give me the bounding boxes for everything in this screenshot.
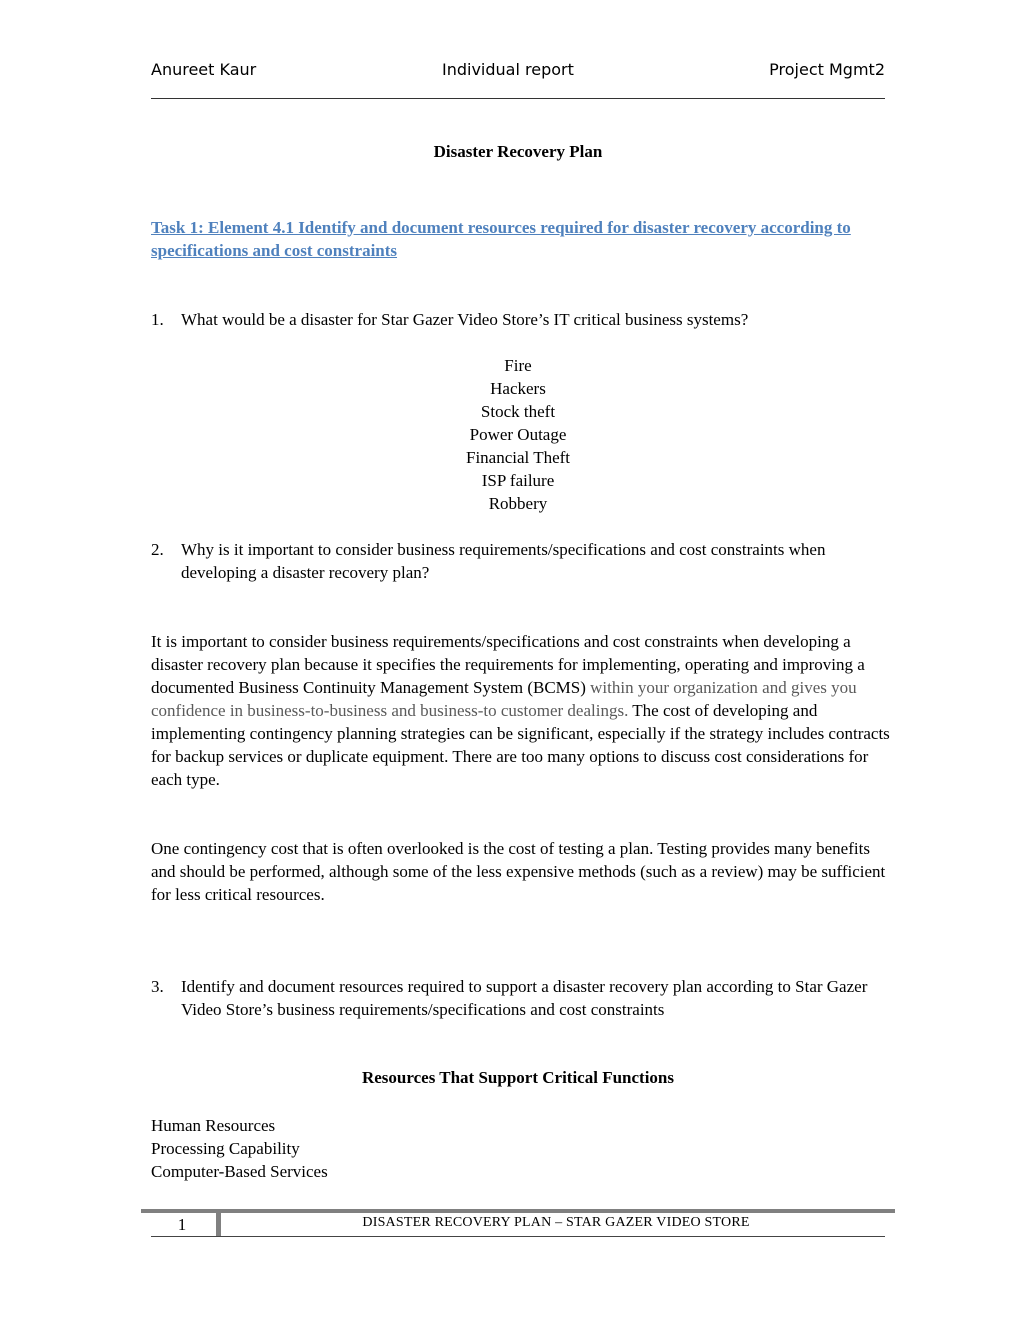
answer-2-paragraph-1 [151, 630, 891, 791]
answer-2-quoted-text: within your organization and gives you confidence in business-to-business and business-to customer dealings. [151, 678, 857, 720]
task-heading: Task 1: Element 4.1 Identify and document resources required for disaster recovery according to specifications and cost constraints [151, 218, 851, 260]
question-3-number: 3. [151, 977, 164, 996]
disaster-list [151, 354, 885, 515]
header-course: Project Mgmt2 [769, 60, 885, 79]
footer-page-number: 1 [177, 1215, 187, 1234]
header-author: Anureet Kaur [151, 60, 257, 79]
question-1 [151, 308, 891, 331]
resource-item: Human Resources [151, 1116, 276, 1135]
disaster-item: Hackers [490, 379, 546, 398]
disaster-item: Financial Theft [465, 448, 571, 467]
footer-title: DISASTER RECOVERY PLAN – STAR GAZER VIDEO STORE [362, 1215, 750, 1230]
disaster-item: Fire [504, 356, 532, 375]
resource-item: Processing Capability [151, 1139, 300, 1158]
footer-top-bar [141, 1209, 895, 1213]
disaster-item: Power Outage [469, 425, 567, 444]
answer-2-paragraph-2: One contingency cost that is often overlooked is the cost of testing a plan. Testing provides many benefits and should be performed, although some of the less expensive methods (such as a review) may be sufficient for less critical resources. [151, 839, 886, 904]
answer-2-text-b: The cost of developing and implementing contingency planning strategies can be significant, especially if the strategy includes contracts for backup services or duplicate equipment. There are too many options to discuss cost considerations for each type. [151, 701, 890, 789]
resources-list [151, 1114, 328, 1183]
question-2 [151, 538, 891, 584]
question-1-text: What would be a disaster for Star Gazer Video Store’s IT critical business systems? [181, 310, 749, 329]
answer-2-text-a: It is important to consider business requirements/specifications and cost constraints when developing a disaster recovery plan because it specifies the requirements for implementing, operating and improving a documented Business Continuity Management System (BCMS) [151, 632, 865, 697]
page-header [151, 60, 885, 82]
question-3-text: Identify and document resources required to support a disaster recovery plan according to Star Gazer Video Store’s business requirements/specifications and cost constraints [181, 977, 868, 1019]
footer-separator [216, 1211, 221, 1236]
disaster-item: ISP failure [481, 471, 555, 490]
question-1-number: 1. [151, 310, 164, 329]
footer-bottom-rule [151, 1236, 885, 1237]
document-title: Disaster Recovery Plan [433, 142, 603, 161]
header-divider [151, 98, 885, 99]
question-3 [151, 975, 891, 1021]
header-report-type: Individual report [442, 60, 574, 79]
resource-item: Computer-Based Services [151, 1162, 328, 1181]
disaster-item: Stock theft [480, 402, 556, 421]
resources-heading: Resources That Support Critical Functions [361, 1068, 674, 1087]
question-2-text: Why is it important to consider business requirements/specifications and cost constraints when developing a disaster recovery plan? [181, 540, 826, 582]
question-2-number: 2. [151, 540, 164, 559]
disaster-item: Robbery [488, 494, 548, 513]
